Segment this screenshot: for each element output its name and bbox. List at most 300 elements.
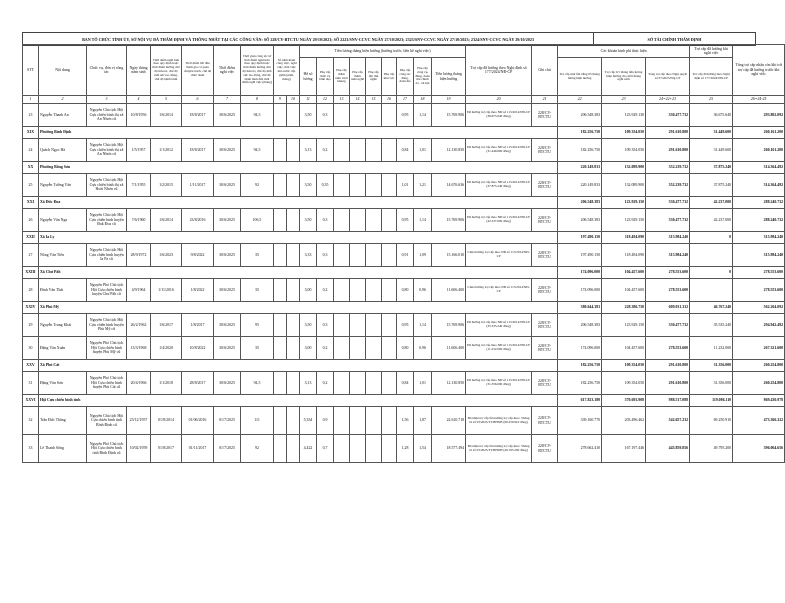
table-row [23,314,785,337]
cell-c7: 30/6/2025 [214,244,241,267]
header-service-time: Thời gian công tác từ thời điểm nghỉ hưu theo quy định hoặc thời điểm hưởng chế độ hưu trí, chế độ mất sức lao động, chế độ bệnh binh đến thời điểm nghỉ việc (tháng) [241,45,274,96]
cell-c15 [366,435,382,463]
cell-birth: 1/5/1957 [127,139,151,162]
group-number: XXIII [23,267,39,279]
cell-c26: 294.942.492 [733,314,785,337]
cell-c15 [366,314,382,337]
cell-c13 [334,139,350,162]
cell-c22: 174.096.000 [558,279,602,302]
cell-c23: 132.089.900 [602,174,646,197]
column-number: 13 [334,96,350,104]
cell-c26: 278.553.600 [733,279,785,302]
table-row [23,337,785,360]
cell-c6: 18/8/2017 [182,139,214,162]
column-number: 4 [127,96,151,104]
cell-c19: 12.130.850 [432,372,466,395]
cell-c18: 0,96 [414,279,432,302]
group-row [23,232,785,244]
cell-c16 [382,209,397,232]
cell-c6: 18/8/2017 [182,104,214,127]
group-total-c26: 278.553.600 [733,267,785,279]
cell-c21: 228/CV-BTCTU [532,279,558,302]
column-number: 5 [151,96,182,104]
group-total-c24: 278.553.600 [646,267,690,279]
cell-c18: 0,96 [414,337,432,360]
cell-c17: 0,80 [397,279,414,302]
cell-c21: 228/CV-BTCTU [532,244,558,267]
cell-c18: 1,09 [414,244,432,267]
cell-birth: 7/6/1960 [127,209,151,232]
cell-c15 [366,279,382,302]
cell-c20: Đã hưởng trợ cấp theo NĐ số 115/2014/NĐ-CP (11.232.000 đồng) [466,337,532,360]
cell-c24: 352.239.732 [646,174,690,197]
table-row [23,279,785,302]
group-total-c22: 197.490.150 [558,232,602,244]
group-number: XXIV [23,302,39,314]
table-body [23,104,785,463]
cell-c10 [287,435,300,463]
column-number: 7 [214,96,241,104]
header-early-leave: Trợ cấp 0,5 tháng tiền lương hiện hưởng cho mỗi tháng nghỉ sớm [602,58,646,96]
cell-pos: Nguyên Chủ tịch Hội Cựu chiến binh thị xã An Nhơn cũ [87,104,127,127]
cell-c15 [366,139,382,162]
cell-c23: 109.354.050 [602,372,646,395]
table-row [23,244,785,267]
cell-c24: 445.859.856 [646,435,690,463]
cell-c14 [350,435,366,463]
cell-c22: 220.149.833 [558,174,602,197]
group-name: Phường Bình Định [39,127,558,139]
severance-table [22,44,785,463]
cell-pos: Nguyên Phó Chủ tịch Hội Cựu chiến binh huyện Chư Păh cũ [87,279,127,302]
group-total-c25: 0 [690,232,733,244]
cell-name: Đinh Văn Thái [39,279,87,302]
cell-c5: 1/2/2015 [151,174,182,197]
cell-c26: 267.321.600 [733,337,785,360]
cell-c25: 31.449.600 [690,139,733,162]
cell-c25: 49.795.200 [690,435,733,463]
cell-c23: 109.354.050 [602,139,646,162]
group-total-c24: 352.239.732 [646,162,690,174]
group-total-c22: 174.096.000 [558,267,602,279]
column-number: 12 [317,96,334,104]
group-total-c22: 380.644.383 [558,302,602,314]
column-number: 9 [274,96,287,104]
group-total-c23: 123.929.150 [602,197,646,209]
cell-c24: 278.553.600 [646,337,690,360]
cell-c22: 182.256.750 [558,372,602,395]
cell-c19: 14.676.636 [432,174,466,197]
group-row [23,302,785,314]
cell-c10 [287,314,300,337]
cell-c23: 123.929.150 [602,209,646,232]
cell-c9 [274,139,287,162]
cell-c25: 42.237.000 [690,209,733,232]
group-name: Xã Phù Mỹ [39,302,558,314]
cell-c8: 106,5 [241,209,274,232]
cell-c23: 123.929.130 [602,104,646,127]
group-total-c22: 617.823.180 [558,395,602,407]
group-total-c26: 314.364.492 [733,162,785,174]
cell-c14 [350,372,366,395]
cell-c6: 23/8/2016 [182,209,214,232]
cell-c25: 31.356.000 [690,372,733,395]
cell-c18: 1,14 [414,209,432,232]
cell-c19: 15.769.906 [432,209,466,232]
cell-c16 [382,244,397,267]
cell-c10 [287,279,300,302]
cell-c25: 11.232.000 [690,337,733,360]
cell-c25 [690,279,733,302]
cell-c20: Chưa hưởng trợ cấp theo NĐ số 115/2014/NĐ-CP [466,279,532,302]
cell-c20: Đã nhận trợ cấp lần hưởng trợ cấp theo: Thông tư số 03/2023/TT-BHXH (49.795.200 đồng) [466,435,532,463]
cell-c7: 30/6/2025 [214,209,241,232]
cell-c12: 0,3 [317,209,334,232]
group-total-c24: 330.477.732 [646,197,690,209]
cell-c8: 94,5 [241,104,274,127]
cell-c26: 260.254.800 [733,372,785,395]
cell-pos: Nguyên Chủ tịch Hội Cựu chiến binh huyện Đak Đoa cũ [87,209,127,232]
cell-c24: 330.477.732 [646,209,690,232]
cell-stt: 29 [23,314,39,337]
cell-c11: 3,33 [300,244,317,267]
cell-c20: Đã hưởng trợ cấp theo NĐ số 115/2014/NĐ-CP (38.675.640 đồng) [466,104,532,127]
cell-c15 [366,407,382,435]
cell-name: Nguyễn Tường Vân [39,174,87,197]
cell-c13 [334,279,350,302]
cell-c25: 69.250.910 [690,407,733,435]
cell-c5: 1/6/2014 [151,104,182,127]
cell-c21: 228/CV-BTCTU [532,407,558,435]
header-special: Phụ cấp đặc thù nghề [366,58,382,96]
cell-c11: 3,50 [300,174,317,197]
cell-stt: 33 [23,435,39,463]
header-lump-sum: Trợ cấp một lần bằng 05 tháng lương hiện hưởng [558,58,602,96]
group-total-c26: 315.984.240 [733,232,785,244]
header-position: Chức vụ, đơn vị công tác [87,45,127,96]
cell-c21: 228/CV-BTCTU [532,435,558,463]
header-monthly-salary: Tiền lương tháng hiện hưởng [432,58,466,96]
column-number: 8 [241,96,274,104]
cell-c11: 3,50 [300,104,317,127]
cell-c9 [274,104,287,127]
group-total-c22: 206.548.383 [558,197,602,209]
group-total-c25: 119.086.110 [690,395,733,407]
cell-c6: 28/8/2017 [182,372,214,395]
cell-c23: 167.197.446 [602,435,646,463]
cell-c20: Chưa hưởng trợ cấp theo NĐ số 115/2014/NĐ-CP [466,244,532,267]
cell-c12: 0,9 [317,407,334,435]
table-row [23,209,785,232]
cell-c5: 1/11/2016 [151,279,182,302]
cell-c26: 288.240.732 [733,209,785,232]
group-total-c26: 562.264.092 [733,302,785,314]
cell-c18: 1,14 [414,104,432,127]
cell-c16 [382,174,397,197]
cell-c8: 111 [241,407,274,435]
group-total-c22: 182.256.750 [558,360,602,372]
header-note: Ghi chú [532,45,558,96]
cell-birth: 4/9/1964 [127,279,151,302]
cell-c7: 01/7/2025 [214,435,241,463]
group-total-c25: 0 [690,267,733,279]
cell-c12: 0,2 [317,337,334,360]
cell-c5: 01/8/2017 [151,435,182,463]
column-number: 15 [366,96,382,104]
cell-c10 [287,337,300,360]
cell-stt: 26 [23,209,39,232]
cell-c8: 35 [241,279,274,302]
document-title: BAN TỔ CHỨC TỈNH ỦY, SỞ NỘI VỤ ĐÃ THẨM ĐỊNH VÀ THÔNG NHẤT TẠI CÁC CÔNG VĂN: SỐ 228/CV-BTCTU NGÀY 29/10/2023; SỐ 2223/SNV-CCVC NGÀY 27/10/2023; 2323/SNV-CCVC NGÀY 27/10/2023; 2324/SNV-CCVC NGÀY 29/10/2023 [23,33,594,45]
cell-c24: 291.610.800 [646,139,690,162]
header-retirement-date: Thời điểm nghỉ hưu theo quy định hoặc thời điểm hưởng chế độ hưu trí, chế độ mất sức lao động, chế độ bệnh binh [151,45,182,96]
group-number: XXV [23,360,39,372]
cell-c17: 0,95 [397,104,414,127]
group-total-c23: 109.354.050 [602,127,646,139]
cell-c9 [274,372,287,395]
cell-c14 [350,337,366,360]
group-row [23,162,785,174]
cell-c17: 0,91 [397,244,414,267]
column-number: 22 [558,96,602,104]
cell-c23: 104.457.600 [602,337,646,360]
header-net-total: Tổng trợ cấp nhận còn khi trừ trợ cấp đã hưởng trước khi nghỉ việc [733,45,785,96]
cell-birth: 10/02/1959 [127,435,151,463]
cell-pos: Nguyên Phó Chủ tịch Hội Cựu chiến binh tỉnh Bình Định cũ [87,435,127,463]
cell-stt: 25 [23,174,39,197]
cell-name: Đặng Văn Sơn [39,372,87,395]
cell-c14 [350,174,366,197]
cell-name: Nguyễn Văn Nga [39,209,87,232]
column-number: 6 [182,96,214,104]
cell-c19: 11.606.400 [432,337,466,360]
cell-stt: 28 [23,279,39,302]
cell-c21: 228/CV-BTCTU [532,209,558,232]
cell-c22: 206.548.383 [558,104,602,127]
cell-c5: 1/1/2012 [151,139,182,162]
cell-c20: Đã hưởng trợ cấp theo NĐ số 115/2014/NĐ-CP (37.875.240 đồng) [466,174,532,197]
column-number: 19 [432,96,466,104]
cell-c18: 1,54 [414,435,432,463]
cell-c22: 174.096.000 [558,337,602,360]
cell-c20: Đã hưởng trợ cấp theo NĐ số 115/2014/NĐ-CP (31.449.600 đồng) [466,139,532,162]
cell-c16 [382,279,397,302]
cell-c24: 278.553.600 [646,279,690,302]
cell-c13 [334,337,350,360]
cell-c23: 203.496.462 [602,407,646,435]
group-name: Xã Đức Đoa [39,197,558,209]
cell-c7: 01/7/2025 [214,407,241,435]
group-row [23,395,785,407]
cell-c8: 35 [241,337,274,360]
group-total-c26: 260.161.200 [733,127,785,139]
cell-c24: 291.610.800 [646,372,690,395]
column-number: 25 [690,96,733,104]
cell-c13 [334,314,350,337]
cell-pos: Nguyên Chủ tịch Hội Cựu chiến binh huyện Phù Mỹ cũ [87,314,127,337]
group-total-c24: 609.031.332 [646,302,690,314]
group-total-c25: 42.237.000 [690,197,733,209]
header-birth: Ngày tháng năm sinh [127,45,151,96]
group-name: Hội Cựu chiến binh tỉnh [39,395,558,407]
cell-c22: 182.256.750 [558,139,602,162]
cell-c15 [366,209,382,232]
cell-c16 [382,314,397,337]
cell-c5: 1/6/2017 [151,314,182,337]
cell-c12: 0,3 [317,244,334,267]
cell-c15 [366,244,382,267]
group-total-c23: 104.457.600 [602,267,646,279]
group-total-c23: 370.693.908 [602,395,646,407]
cell-c12: 0,7 [317,435,334,463]
cell-c14 [350,104,366,127]
table-row [23,104,785,127]
header-start-date: Thời điểm bắt đầu tham gia cơ quan chuyên trách, chế độ chức danh [182,45,214,96]
group-total-c23: 132.089.900 [602,162,646,174]
cell-c9 [274,209,287,232]
cell-c6: 1/8/2022 [182,279,214,302]
group-total-c23: 228.386.750 [602,302,646,314]
header-name: Nội dung [39,45,87,96]
header-public-service: Phụ cấp công vụ, đảng, đoàn thể chính trị - xã hội [414,58,432,96]
header-received: Trợ cấp đã hưởng theo Nghị định số 177/2024/NĐ-CP [690,58,733,96]
cell-c9 [274,314,287,337]
cell-c11: 3,50 [300,314,317,337]
cell-c11: 5,334 [300,407,317,435]
column-number: 10 [287,96,300,104]
cell-c19: 11.606.400 [432,279,466,302]
cell-birth: 13/3/1968 [127,337,151,360]
cell-c15 [366,174,382,197]
cell-c21: 228/CV-BTCTU [532,104,558,127]
cell-c8: 95 [241,314,274,337]
cell-c12: 0,2 [317,372,334,395]
cell-c10 [287,372,300,395]
cell-c7: 30/6/2025 [214,314,241,337]
cell-c12: 0,2 [317,139,334,162]
cell-c8: 92 [241,435,274,463]
group-total-c25: 31.449.600 [690,127,733,139]
cell-c7: 30/6/2025 [214,337,241,360]
cell-c5: 1/6/2014 [151,209,182,232]
cell-c19: 15.769.906 [432,314,466,337]
cell-c25: 36.675.640 [690,104,733,127]
cell-c24: 315.984.240 [646,244,690,267]
cell-c10 [287,139,300,162]
cell-c17: 0,84 [397,372,414,395]
column-number: 17 [397,96,414,104]
header-total-allowance: Tổng trợ cấp theo Nghị quyết số 07/2025/NQ-CP [646,58,690,96]
cell-name: Nông Văn Tiến [39,244,87,267]
group-name: Xã Phù Cát [39,360,558,372]
group-total-c22: 182.256.750 [558,127,602,139]
table-row [23,372,785,395]
cell-c21: 228/CV-BTCTU [532,139,558,162]
cell-c12: 0,3 [317,314,334,337]
cell-c7: 30/6/2025 [214,279,241,302]
group-total-c24: 291.610.800 [646,360,690,372]
cell-c18: 1,01 [414,139,432,162]
header-party: Phụ cấp công tác đảng, đoàn thể [397,58,414,96]
table-row [23,435,785,463]
cell-c18: 1,21 [414,174,432,197]
cell-c24: 330.477.732 [646,104,690,127]
cell-c17: 0,95 [397,209,414,232]
cell-c23: 123.929.150 [602,314,646,337]
cell-c16 [382,337,397,360]
group-row [23,360,785,372]
cell-c21: 228/CV-BTCTU [532,372,558,395]
cell-c26: 396.064.656 [733,435,785,463]
cell-c16 [382,104,397,127]
cell-c23: 118.494.090 [602,244,646,267]
cell-name: Lê Thanh Sống [39,435,87,463]
cell-c19: 15.166.010 [432,244,466,267]
cell-c13 [334,435,350,463]
cell-c13 [334,174,350,197]
cell-pos: Nguyên Phó Chủ tịch Hội Cựu chiến binh huyện Phù Cát cũ [87,372,127,395]
column-number-row [23,96,785,104]
column-number: 14 [350,96,366,104]
cell-stt: 23 [23,104,39,127]
cell-c12: 0,2 [317,279,334,302]
cell-c9 [274,279,287,302]
group-row [23,197,785,209]
cell-c10 [287,244,300,267]
cell-c11: 3,13 [300,372,317,395]
cell-stt: 31 [23,372,39,395]
column-number: 20 [466,96,532,104]
cell-c20: Đã hưởng trợ cấp theo NĐ số 115/2014/NĐ-CP (42.237.000 đồng) [466,209,532,232]
cell-c14 [350,279,366,302]
header-leadership: Phụ cấp chức vụ lãnh đạo [317,58,334,96]
group-name: Xã Ia Ly [39,232,558,244]
group-total-c26: 869.430.978 [733,395,785,407]
cell-c5: 1/1/2018 [151,372,182,395]
cell-c6: 10/8/2022 [182,337,214,360]
cell-c13 [334,244,350,267]
cell-c25: 37.875.240 [690,174,733,197]
group-total-c23: 118.494.090 [602,232,646,244]
cell-c15 [366,337,382,360]
group-total-c26: 260.254.800 [733,360,785,372]
group-total-c25: 31.356.000 [690,360,733,372]
cell-pos: Nguyên Phó Chủ tịch Hội Cựu chiến binh huyện Phù Mỹ cũ [87,337,127,360]
cell-c11: 3,50 [300,209,317,232]
cell-birth: 20/4/1966 [127,372,151,395]
cell-c21: 228/CV-BTCTU [532,314,558,337]
cell-pos: Nguyên Chủ tịch Hội Cựu chiến binh thị xã Hoài Nhơn cũ [87,174,127,197]
cell-c26: 315.984.240 [733,244,785,267]
cell-c19: 22.610.718 [432,407,466,435]
cell-c14 [350,407,366,435]
finance-review-title: SỞ TÀI CHÍNH THẨM ĐỊNH [647,36,702,42]
table-row [23,174,785,197]
cell-c25 [690,244,733,267]
group-total-c24: 988.517.088 [646,395,690,407]
cell-c9 [274,407,287,435]
cell-c17: 1,01 [397,174,414,197]
header-stt: STT [23,45,39,96]
cell-c6: 01/06/2016 [182,407,214,435]
cell-c14 [350,209,366,232]
cell-pos: Nguyên Chủ tịch Hội Cựu chiến binh tỉnh Bình Định cũ [87,407,127,435]
cell-c14 [350,139,366,162]
header-row-top [23,45,785,58]
cell-c7: 30/6/2025 [214,104,241,127]
column-number: 1 [23,96,39,104]
header-received-group: Trợ cấp đã hưởng khi nghỉ việc [690,45,733,58]
